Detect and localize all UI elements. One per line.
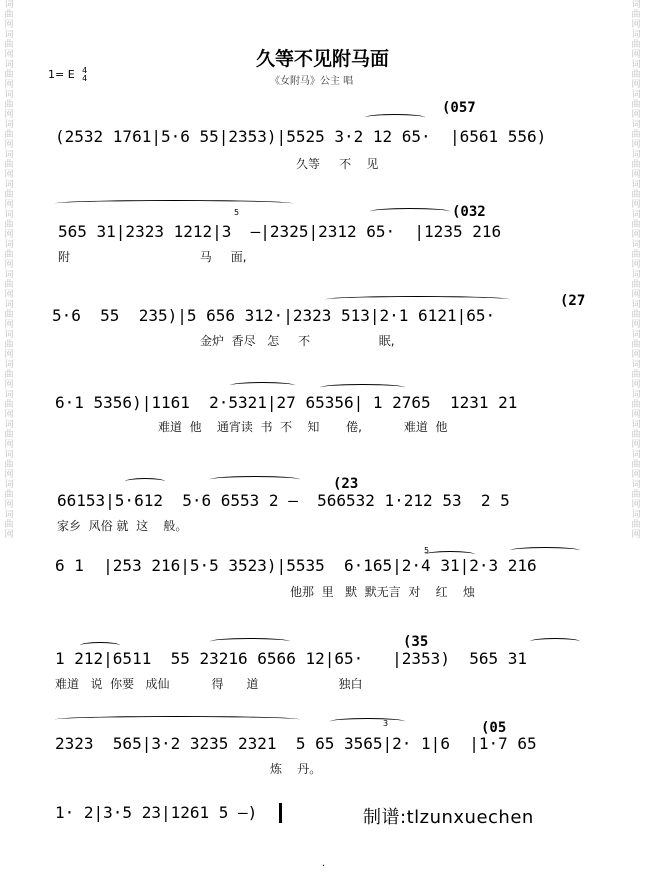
prelude-notes: (05 — [481, 720, 507, 736]
transcriber-credit: 制谱:tlzunxuechen — [363, 807, 534, 828]
end-barline — [279, 803, 282, 823]
slur — [125, 478, 165, 485]
slur — [325, 296, 510, 303]
lyrics: 附 马 面, — [58, 250, 247, 264]
slur — [55, 200, 293, 207]
time-signature — [82, 67, 87, 83]
slur — [370, 208, 450, 215]
prelude-notes: (27 — [560, 293, 586, 309]
slur — [330, 718, 405, 725]
triplet-mark: 3 — [383, 719, 389, 728]
lyrics: 他那 里 默 默无言 对 红 烛 — [290, 585, 475, 599]
watermark-right: 词曲网词曲网词曲网词曲网词曲网词曲网词曲网词曲网词曲网词曲网词曲网词曲网词曲网词曲网词曲网词曲网词曲网词曲网 — [631, 0, 641, 540]
notation-notes: (2532 1761|5·6 55|2353)|5525 3·2 12 65· |6561 556) — [55, 127, 547, 146]
lyrics: 久等 不 见 — [296, 157, 379, 171]
prelude-notes: (057 — [442, 100, 476, 116]
lyrics: 难道 说 你要 成仙 得 道 独白 — [55, 677, 363, 691]
slur — [80, 642, 120, 649]
grace-mark: 5 — [234, 208, 240, 217]
page-dot: . — [322, 858, 326, 869]
slur — [365, 114, 425, 121]
lyrics: 难道 他 通宵读 书 不 知 倦, 难道 他 — [158, 420, 448, 434]
notation-notes: 1· 2|3·5 23|1261 5 —) — [55, 803, 258, 822]
notation-notes: 1 212|6511 55 23216 6566 12|65· |2353) 565 31 — [55, 649, 528, 668]
lyrics: 家乡 风俗 就 这 般。 — [57, 519, 188, 533]
prelude-notes: (032 — [452, 204, 486, 220]
notation-notes: 2323 565|3·2 3235 2321 5 65 3565|2· 1|6 |1·7 65 — [55, 734, 537, 753]
time-top: 4 — [82, 66, 88, 75]
slur — [210, 476, 300, 483]
lyrics: 金炉 香尽 怎 不 眠, — [200, 334, 395, 348]
notation-notes: 5·6 55 235)|5 656 312·|2323 513|2·1 6121|65· — [52, 306, 496, 325]
prelude-notes: (23 — [333, 476, 359, 492]
slur — [55, 716, 300, 723]
key-label: 1= E — [48, 68, 75, 81]
grace-mark: 5 — [424, 546, 430, 555]
notation-notes: 6 1 |253 216|5·5 3523)|5535 6·165|2·4 31|2·3 216 — [55, 556, 537, 575]
slur — [510, 547, 580, 554]
key-signature — [48, 67, 87, 83]
slur — [210, 638, 290, 645]
time-bottom: 4 — [82, 74, 88, 83]
slur — [530, 638, 580, 645]
lyrics: 炼 丹。 — [270, 762, 322, 776]
notation-notes: 66153|5·612 5·6 6553 2 — 566532 1·212 53 2 5 — [57, 491, 510, 510]
watermark-left: 词曲网词曲网词曲网词曲网词曲网词曲网词曲网词曲网词曲网词曲网词曲网词曲网词曲网词曲网词曲网词曲网词曲网词曲网 — [4, 0, 14, 540]
notation-notes: 6·1 5356)|1161 2·5321|27 65356| 1 2765 1231 21 — [55, 393, 518, 412]
slur — [320, 384, 405, 391]
slur — [230, 382, 295, 389]
notation-notes: 565 31|2323 1212|3 —|2325|2312 65· |1235 216 — [58, 222, 502, 241]
prelude-notes: (35 — [403, 634, 429, 650]
song-subtitle: 《女附马》公主 唱 — [270, 76, 354, 87]
page-title: 久等不见附马面 — [255, 48, 389, 70]
